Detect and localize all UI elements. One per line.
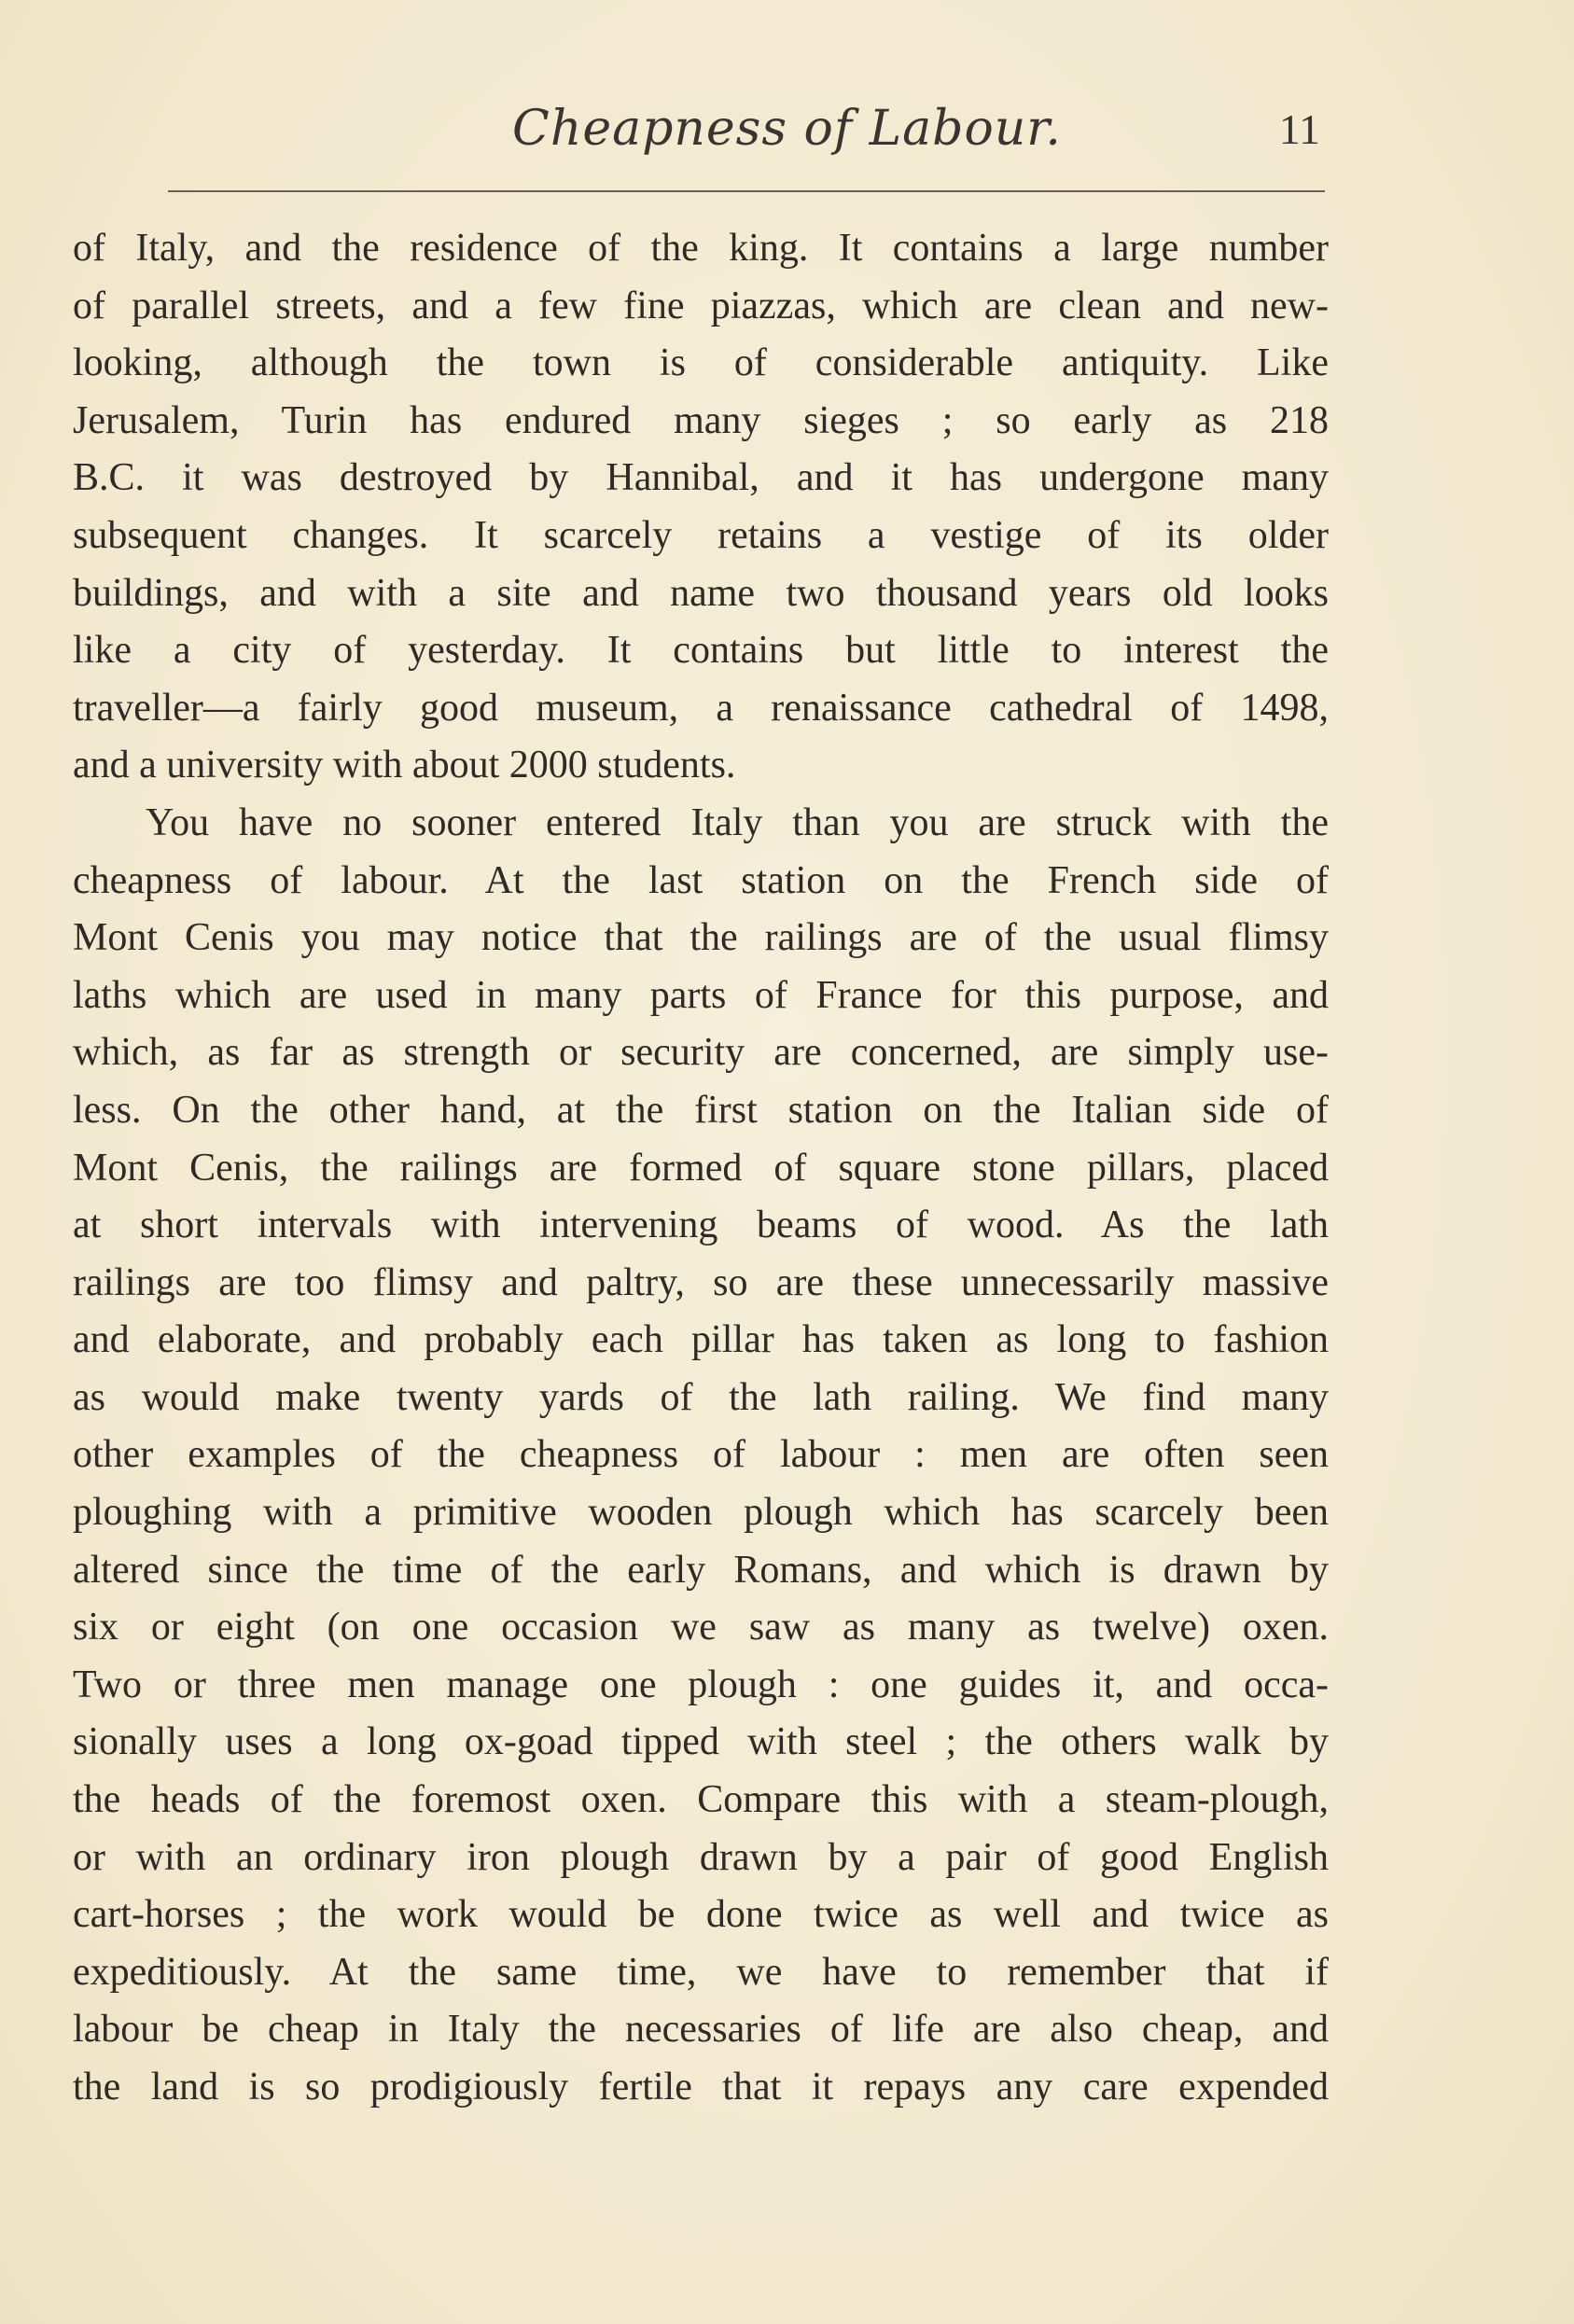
text-line: less. On the other hand, at the first station on the Italian side of — [73, 1088, 1329, 1132]
text-line: expeditiously. At the same time, we have to remember that if — [73, 1950, 1329, 1994]
text-line: Jerusalem, Turin has endured many sieges ; so early as 218 — [73, 398, 1329, 442]
paragraph-end-line: and a university with about 2000 students. — [73, 744, 736, 787]
text-line: the land is so prodigiously fertile that it repays any care expended — [73, 2066, 1329, 2108]
text-line: Mont Cenis, the railings are formed of square stone pillars, placed — [73, 1146, 1329, 1190]
text-line: at short intervals with intervening beams of wood. As the lath — [73, 1204, 1329, 1247]
header-rule — [168, 190, 1325, 192]
text-line: cart-horses ; the work would be done twice as well and twice as — [73, 1893, 1329, 1937]
page-number: 11 — [1278, 105, 1320, 153]
text-line: railings are too flimsy and paltry, so are these unnecessarily massive — [73, 1260, 1329, 1304]
text-line: other examples of the cheapness of labour : men are often seen — [73, 1433, 1329, 1477]
text-line: labour be cheap in Italy the necessaries of life are also cheap, and — [73, 2008, 1329, 2052]
running-head — [0, 101, 1574, 175]
text-line: of parallel streets, and a few fine piazzas, which are clean and new- — [73, 284, 1329, 327]
text-line: B.C. it was destroyed by Hannibal, and it has undergone many — [73, 456, 1329, 500]
text-line: traveller—a fairly good museum, a renaissance cathedral of 1498, — [73, 686, 1329, 730]
text-line: buildings, and with a site and name two thousand years old looks — [73, 571, 1329, 615]
text-line: six or eight (on one occasion we saw as many as twelve) oxen. — [73, 1606, 1329, 1649]
running-title: Cheapness of Labour. — [512, 101, 1062, 157]
text-line: and elaborate, and probably each pillar has taken as long to fashion — [73, 1318, 1329, 1362]
text-line: Two or three men manage one plough : one guides it, and occa- — [73, 1663, 1329, 1706]
text-line: like a city of yesterday. It contains but little to interest the — [73, 629, 1329, 673]
text-line: or with an ordinary iron plough drawn by a pair of good English — [73, 1835, 1329, 1879]
text-line: which, as far as strength or security are concerned, are simply use- — [73, 1031, 1329, 1075]
body-text — [73, 220, 1329, 2117]
text-line: cheapness of labour. At the last station on the French side of — [73, 858, 1329, 902]
text-line: as would make twenty yards of the lath railing. We find many — [73, 1375, 1329, 1419]
text-line: laths which are used in many parts of France for this purpose, and — [73, 973, 1329, 1017]
text-line: sionally uses a long ox-goad tipped with steel ; the others walk by — [73, 1720, 1329, 1764]
text-line: looking, although the town is of considerable antiquity. Like — [73, 341, 1329, 385]
text-line: Mont Cenis you may notice that the railings are of the usual flimsy — [73, 916, 1329, 960]
text-line: altered since the time of the early Romans, and which is drawn by — [73, 1548, 1329, 1592]
text-line: of Italy, and the residence of the king. It contains a large number — [73, 227, 1329, 270]
paragraph-start-line: You have no sooner entered Italy than you are struck with the — [146, 800, 1329, 844]
text-line: the heads of the foremost oxen. Compare this with a steam-plough, — [73, 1778, 1329, 1822]
text-line: subsequent changes. It scarcely retains a vestige of its older — [73, 513, 1329, 557]
text-line: ploughing with a primitive wooden plough which has scarcely been — [73, 1491, 1329, 1535]
